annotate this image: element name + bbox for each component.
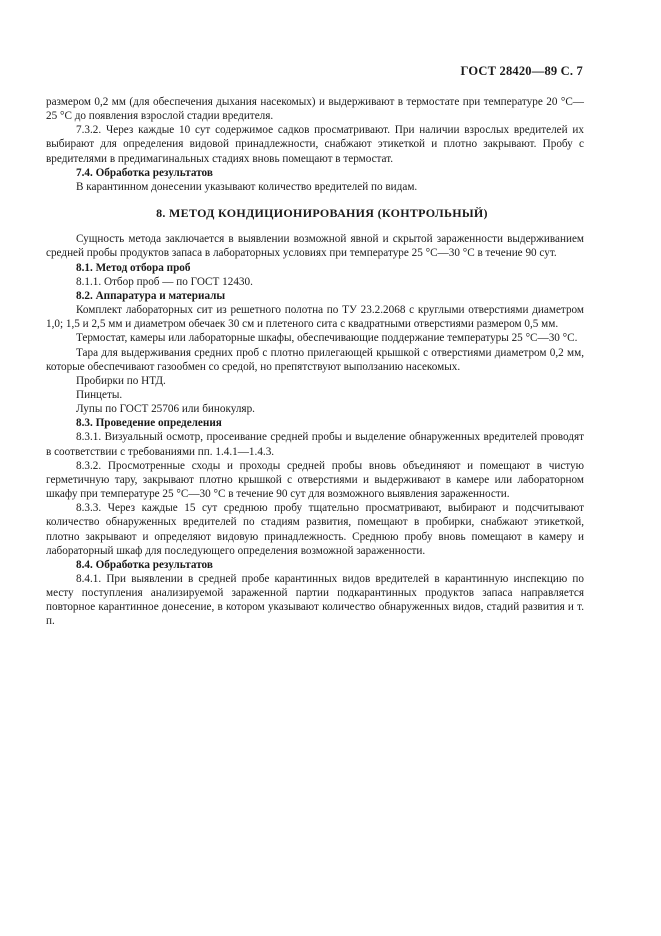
subheading-8-4: 8.4. Обработка результатов bbox=[76, 558, 213, 571]
subheading-8-1: 8.1. Метод отбора проб bbox=[76, 261, 191, 274]
paragraph-8-2-container: Тара для выдерживания средних проб с плотно прилегающей крышкой с отверстиями диаметром 0,2 мм, которые обеспечивают газообмен со средой, но препятствуют выползанию насекомых. bbox=[46, 346, 584, 373]
paragraph-8-3-1: 8.3.1. Визуальный осмотр, просеивание средней пробы и выделение обнаруженных вредителей проводят в соответствии с требованиями пп. 1.4.1—1.4.3. bbox=[46, 431, 584, 458]
paragraph-8-intro: Сущность метода заключается в выявлении возможной явной и скрытой зараженности выдерживанием средней пробы продуктов запаса в лабораторных условиях при температуре 25 °С—30 °С в течение 90 сут. bbox=[46, 233, 584, 260]
paragraph-8-3-3: 8.3.3. Через каждые 15 сут среднюю пробу тщательно просматривают, выбирают и подсчитывают количество обнаруженных вредителей по стадиям развития, помещают в пробирки, снабжают этикеткой, плотно закрывают и определяют видовую принадлежность. Среднюю пробу вновь помещают в камеру и лабораторный шкаф для последующего определения возможной зараженности. bbox=[46, 502, 584, 557]
subheading-8-3: 8.3. Проведение определения bbox=[76, 417, 222, 430]
running-head: ГОСТ 28420—89 С. 7 bbox=[460, 64, 583, 78]
paragraph-8-4-1: 8.4.1. При выявлении в средней пробе карантинных видов вредителей в карантинную инспекцию по месту поступления анализируемой зараженной партии подкарантинных продуктов запаса направляется повторное карантинное донесение, в котором указывают количество обнаруженных видов, стадий развития и т. п. bbox=[46, 573, 584, 628]
paragraph-8-2-thermostat: Термостат, камеры или лабораторные шкафы, обеспечивающие поддержание температуры 25 °С—30 °С. bbox=[76, 332, 578, 345]
paragraph-8-3-2: 8.3.2. Просмотренные сходы и проходы средней пробы вновь объединяют и помещают в чистую герметичную тару, закрывают плотно крышкой с отверстиями и выдерживают в камере или лабораторном шкафу при температуре 25 °С—30 °С в течение 90 сут для возможного выявления зараженности. bbox=[46, 459, 584, 501]
paragraph-8-1-1: 8.1.1. Отбор проб — по ГОСТ 12430. bbox=[76, 275, 253, 288]
paragraph-8-2-magnifiers: Лупы по ГОСТ 25706 или бинокуляр. bbox=[76, 403, 255, 416]
section-title-8: 8. МЕТОД КОНДИЦИОНИРОВАНИЯ (КОНТРОЛЬНЫЙ) bbox=[156, 206, 488, 221]
subheading-8-2: 8.2. Аппаратура и материалы bbox=[76, 289, 226, 302]
paragraph-8-2-tweezers: Пинцеты. bbox=[76, 388, 123, 401]
paragraph-8-2-tubes: Пробирки по НТД. bbox=[76, 374, 166, 387]
paragraph-7-4: В карантинном донесении указывают количество вредителей по видам. bbox=[76, 180, 418, 193]
paragraph-8-2-sieves: Комплект лабораторных сит из решетного полотна по ТУ 23.2.2068 с круглыми отверстиями диаметром 1,0; 1,5 и 2,5 мм и диаметром обечаек 30 см и плетеного сита с квадратными отверстиями размером 0,5 мм. bbox=[46, 304, 584, 331]
document-body bbox=[46, 95, 584, 629]
paragraph-7-3-2: 7.3.2. Через каждые 10 сут содержимое садков просматривают. При наличии взрослых вредителей их выбирают для определения видовой принадлежности, снабжают этикеткой и плотно закрывают. Пробу с вредителями в предимагинальных стадиях вновь помещают в термостат. bbox=[46, 124, 584, 165]
subheading-7-4: 7.4. Обработка результатов bbox=[76, 166, 213, 179]
paragraph-continued: размером 0,2 мм (для обеспечения дыхания насекомых) и выдерживают в термостате при температуре 20 °С—25 °С до появления взрослой стадии вредителя. bbox=[46, 96, 584, 123]
